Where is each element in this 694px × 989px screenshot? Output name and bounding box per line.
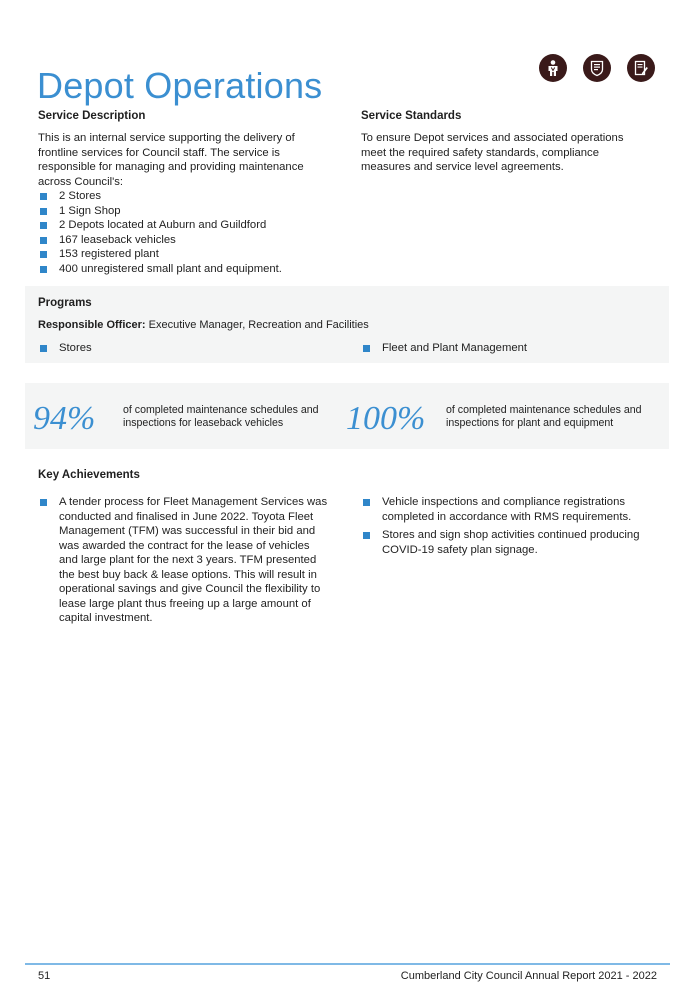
key-achievements-heading: Key Achievements [38, 469, 140, 481]
footer-divider [25, 963, 670, 965]
list-item: 1 Sign Shop [38, 204, 333, 219]
document-pencil-icon [627, 54, 655, 82]
list-item: A tender process for Fleet Management Services was conducted and finalised in June 2022. Toyota Fleet Management (TFM) was successful in their bid and was awarded the contract for the lease of vehicles and large plant for the next 3 years. TFM presented the best buy back & lease options. This will result in operational savings and give Council the flexibility to lease large plant thus freeing up a large amount of capital investment. [38, 495, 330, 626]
service-description-text: This is an internal service supporting the delivery of frontline services for Council staff. The service is responsible for managing and providing maintenance across Council's: [38, 132, 304, 188]
program-item: Fleet and Plant Management [361, 341, 527, 356]
key-achievements-right [361, 495, 653, 557]
program-item-stores [38, 341, 92, 356]
page-title: Depot Operations [37, 65, 323, 107]
service-standards-text: To ensure Depot services and associated operations meet the required safety standards, compliance measures and service level agreements. [361, 132, 624, 173]
page-number: 51 [38, 970, 51, 982]
report-title: Cumberland City Council Annual Report 2021 - 2022 [400, 970, 657, 982]
list-item: 400 unregistered small plant and equipment. [38, 262, 333, 277]
list-item: 2 Stores [38, 189, 333, 204]
stats-panel [25, 383, 669, 449]
service-description-heading: Service Description [38, 110, 146, 122]
program-item-fleet [361, 341, 527, 356]
stat-text-plant: of completed maintenance schedules and inspections for plant and equipment [446, 404, 642, 429]
responsible-officer [38, 319, 369, 331]
shield-document-icon [583, 54, 611, 82]
stat-value-leaseback: 94% [33, 400, 96, 437]
service-standards [361, 110, 651, 175]
programs-heading: Programs [38, 297, 92, 309]
list-item: Vehicle inspections and compliance registrations completed in accordance with RMS requirements. [361, 495, 653, 524]
responsible-officer-label: Responsible Officer: [38, 319, 146, 331]
list-item: 167 leaseback vehicles [38, 233, 333, 248]
stat-value-plant: 100% [346, 400, 426, 437]
header-icons [539, 54, 655, 82]
service-description-list [38, 189, 333, 276]
service-description [38, 110, 333, 276]
list-item: Stores and sign shop activities continued producing COVID-19 safety plan signage. [361, 528, 653, 557]
person-icon [539, 54, 567, 82]
key-achievements-left [38, 495, 330, 626]
program-item: Stores [38, 341, 92, 356]
responsible-officer-value: Executive Manager, Recreation and Facilities [148, 319, 369, 331]
list-item: 2 Depots located at Auburn and Guildford [38, 218, 333, 233]
programs-panel [25, 286, 669, 363]
list-item: 153 registered plant [38, 247, 333, 262]
stat-text-leaseback: of completed maintenance schedules and inspections for leaseback vehicles [123, 404, 319, 429]
service-standards-heading: Service Standards [361, 110, 462, 122]
